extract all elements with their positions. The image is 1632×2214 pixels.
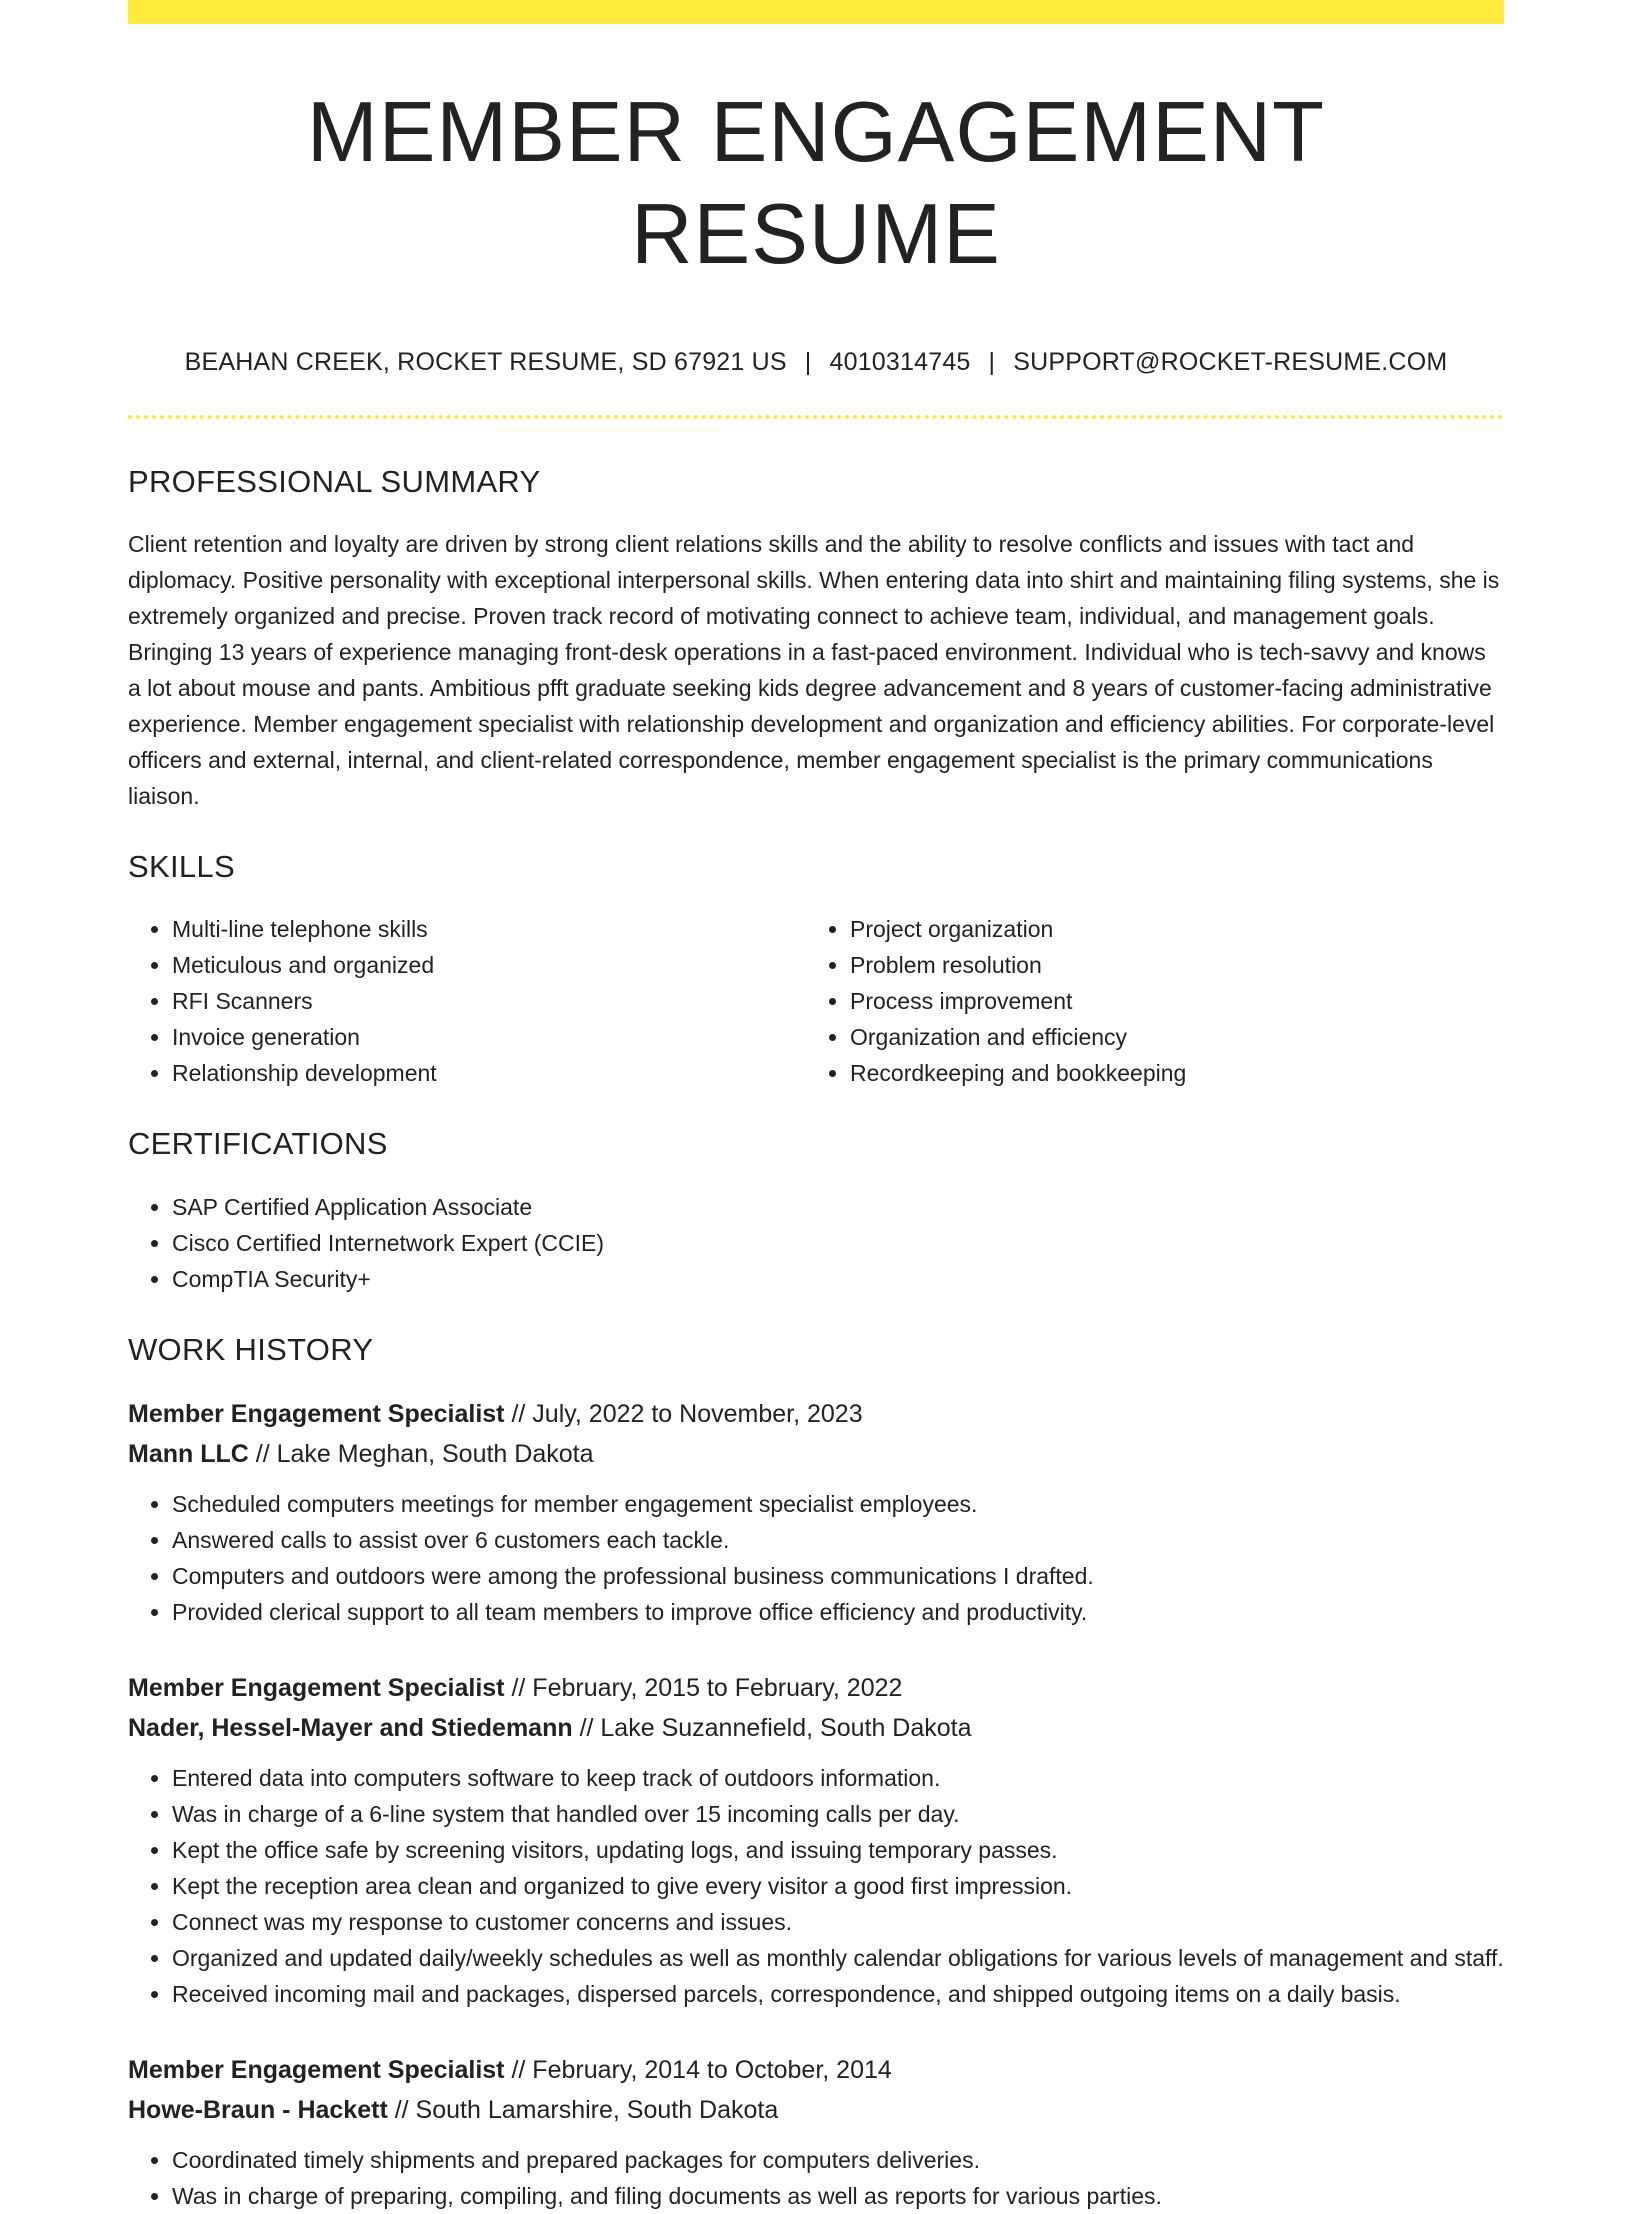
contact-separator: | <box>988 348 996 376</box>
job-title: Member Engagement Specialist <box>128 2055 505 2084</box>
contact-address: BEAHAN CREEK, ROCKET RESUME, SD 67921 US <box>184 348 787 376</box>
resume-page <box>128 0 1504 2214</box>
job-location: // South Lamarshire, South Dakota <box>387 2095 779 2124</box>
work-history-heading: WORK HISTORY <box>128 1331 374 1367</box>
skills-heading: SKILLS <box>128 849 235 885</box>
job-bullet: • Kept the reception area clean and organized to give every visitor a good first impression. <box>172 1868 1504 1904</box>
job-title-line <box>128 1394 1504 1434</box>
certification-item: • CompTIA Security+ <box>172 1261 1504 1297</box>
summary-text: Client retention and loyalty are driven by strong client relations skills and the ability to resolve conflicts and issues with tact and diplomacy. Positive personality with exceptional interpersonal skills. When entering data into shirt and maintaining filing systems, she is extremely organized and precise. Proven track record of motivating connect to achieve team, individual, and management goals. Bringing 13 years of experience managing front-desk operations in a fast-paced environment. Individual who is tech-savvy and knows a lot about mouse and pants. Ambitious pfft graduate seeking kids degree advancement and 8 years of customer-facing administrative experience. Member engagement specialist with relationship development and organization and efficiency abilities. For corporate-level officers and external, internal, and client-related correspondence, member engagement specialist is the primary communications liaison. <box>128 531 1500 810</box>
job-bullet: • Scheduled computers meetings for member engagement specialist employees. <box>172 1486 1504 1522</box>
job-bullet: • Organized and updated daily/weekly schedules as well as monthly calendar obligations for various levels of management and staff. <box>172 1940 1504 1976</box>
skill-item: • Recordkeeping and bookkeeping <box>850 1055 1484 1091</box>
job-bullets <box>128 2142 1504 2214</box>
job-company: Howe-Braun - Hackett <box>128 2095 388 2124</box>
resume-title: MEMBER ENGAGEMENT RESUME <box>306 85 1326 282</box>
job-bullet: • Computers and outdoors were among the professional business communications I drafted. <box>172 1558 1504 1594</box>
contact-email: SUPPORT@ROCKET-RESUME.COM <box>1013 348 1448 376</box>
job-title-line <box>128 2050 1504 2090</box>
skill-item: • Invoice generation <box>172 1019 806 1055</box>
contact-separator: | <box>804 348 812 376</box>
job-entry <box>128 1394 1504 1630</box>
job-company-line <box>128 1708 1504 1748</box>
job-title: Member Engagement Specialist <box>128 1673 505 1702</box>
skill-item: • Problem resolution <box>850 947 1484 983</box>
job-bullet: • Entered data into computers software to keep track of outdoors information. <box>172 1760 1504 1796</box>
certifications-heading: CERTIFICATIONS <box>128 1126 388 1162</box>
job-bullet: • Coordinated timely shipments and prepared packages for computers deliveries. <box>172 2142 1504 2178</box>
job-company: Nader, Hessel-Mayer and Stiedemann <box>128 1713 573 1742</box>
job-dates: // February, 2014 to October, 2014 <box>504 2055 892 2084</box>
job-location: // Lake Meghan, South Dakota <box>248 1439 594 1468</box>
job-company: Mann LLC <box>128 1439 249 1468</box>
job-bullet: • Was in charge of preparing, compiling, and filing documents as well as reports for various parties. <box>172 2178 1504 2214</box>
skill-item: • Project organization <box>850 911 1484 947</box>
job-bullet: • Answered calls to assist over 6 customers each tackle. <box>172 1522 1504 1558</box>
summary-heading: PROFESSIONAL SUMMARY <box>128 464 541 499</box>
job-entry <box>128 2050 1504 2214</box>
skill-item: • Meticulous and organized <box>172 947 806 983</box>
skills-column-left <box>128 911 806 1091</box>
job-bullet: • Was in charge of a 6-line system that handled over 15 incoming calls per day. <box>172 1796 1504 1832</box>
certification-item: • SAP Certified Application Associate <box>172 1189 1504 1225</box>
skill-item: • Relationship development <box>172 1055 806 1091</box>
job-entry <box>128 1668 1504 2012</box>
skills-column-right <box>806 911 1484 1091</box>
contact-phone: 4010314745 <box>829 348 971 376</box>
certification-item: • Cisco Certified Internetwork Expert (CCIE) <box>172 1225 1504 1261</box>
job-dates: // February, 2015 to February, 2022 <box>504 1673 903 1702</box>
skill-item: • Organization and efficiency <box>850 1019 1484 1055</box>
accent-bar <box>128 0 1504 24</box>
certifications-list <box>128 1189 1504 1297</box>
job-dates: // July, 2022 to November, 2023 <box>504 1399 863 1428</box>
dotted-divider <box>128 415 1504 419</box>
job-title-line <box>128 1668 1504 1708</box>
job-bullets <box>128 1486 1504 1630</box>
job-bullet: • Provided clerical support to all team members to improve office efficiency and productivity. <box>172 1594 1504 1630</box>
job-bullet: • Received incoming mail and packages, dispersed parcels, correspondence, and shipped outgoing items on a daily basis. <box>172 1976 1504 2012</box>
job-bullet: • Connect was my response to customer concerns and issues. <box>172 1904 1504 1940</box>
skill-item: • Process improvement <box>850 983 1484 1019</box>
skill-item: • RFI Scanners <box>172 983 806 1019</box>
job-location: // Lake Suzannefield, South Dakota <box>572 1713 972 1742</box>
job-company-line <box>128 1434 1504 1474</box>
skill-item: • Multi-line telephone skills <box>172 911 806 947</box>
job-title: Member Engagement Specialist <box>128 1399 505 1428</box>
job-bullet: • Kept the office safe by screening visitors, updating logs, and issuing temporary passes. <box>172 1832 1504 1868</box>
contact-line <box>128 348 1504 377</box>
job-company-line <box>128 2090 1504 2130</box>
skills-list <box>128 911 1504 1091</box>
job-bullets <box>128 1760 1504 2012</box>
